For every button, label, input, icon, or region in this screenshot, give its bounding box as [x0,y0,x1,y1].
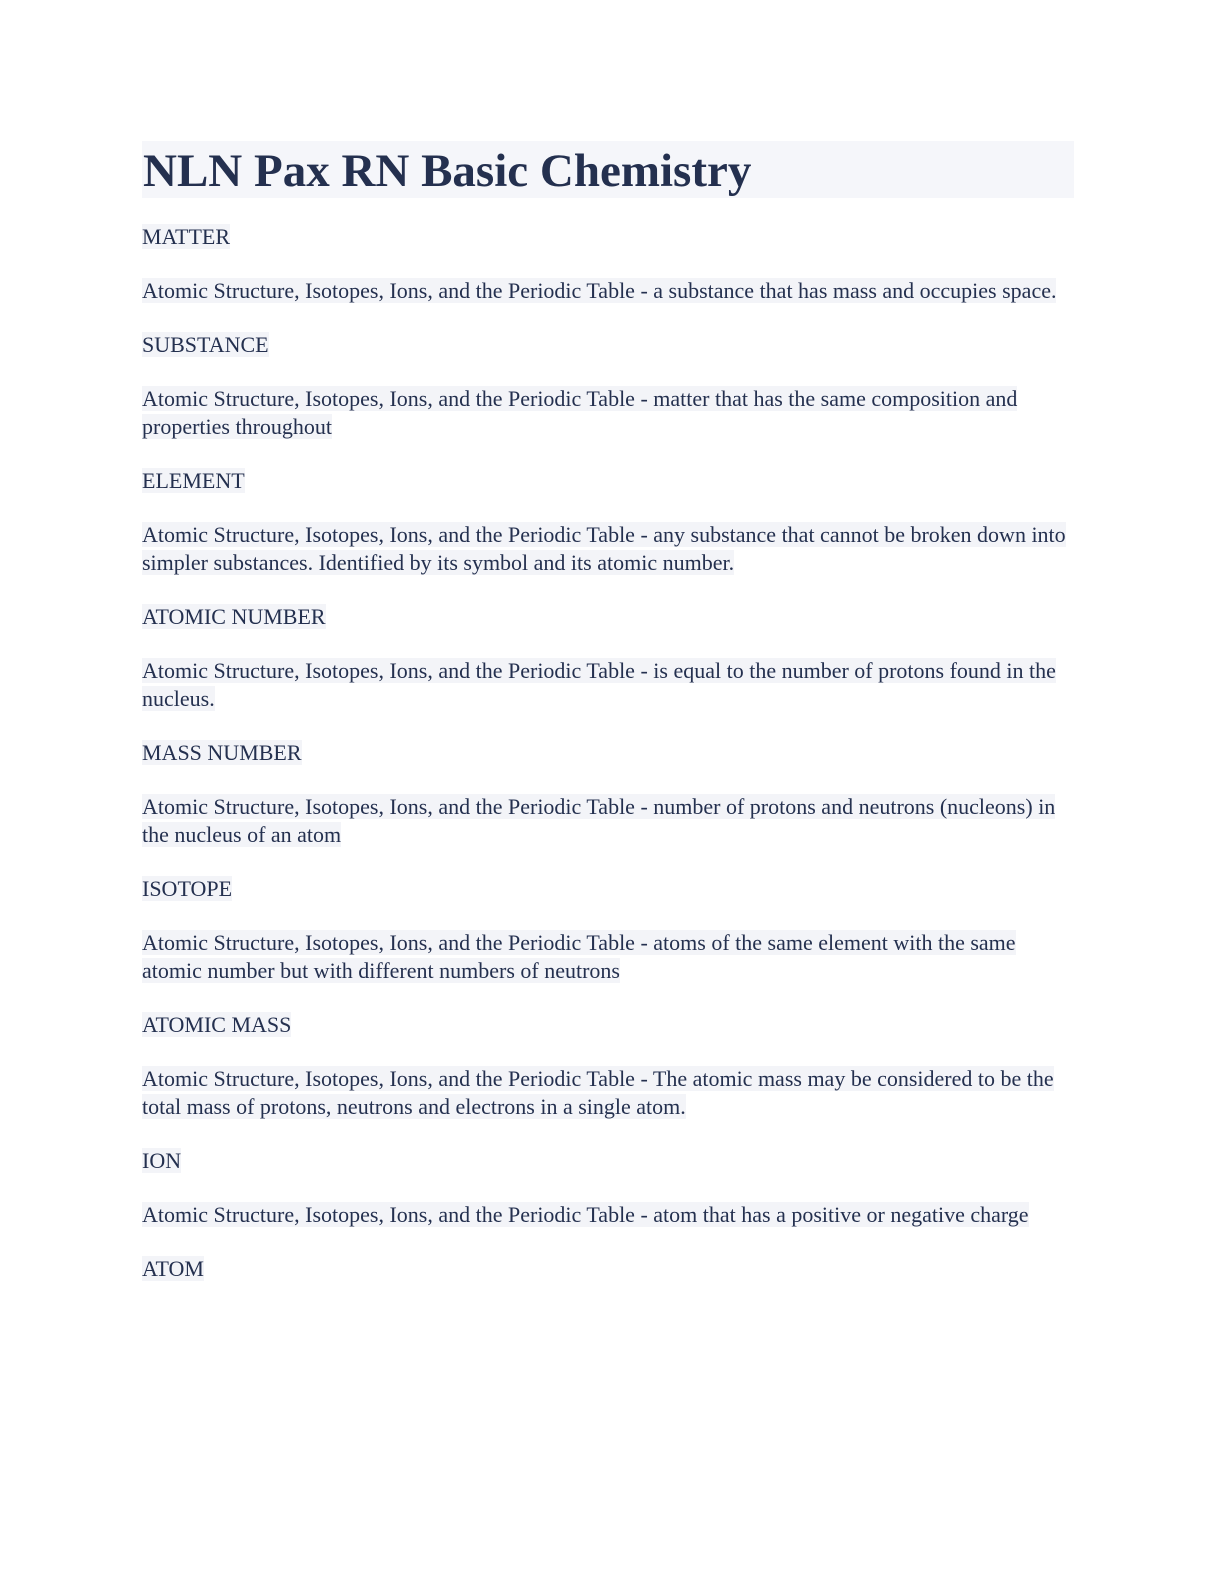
glossary-definition: Atomic Structure, Isotopes, Ions, and the Periodic Table - atom that has a positive or negative charge [142,1202,1029,1227]
glossary-entry [142,1011,1074,1121]
glossary-entry [142,331,1074,441]
glossary-definition: Atomic Structure, Isotopes, Ions, and the Periodic Table - matter that has the same composition and properties throughout [142,386,1018,439]
glossary-term: MASS NUMBER [142,740,302,765]
glossary-term: SUBSTANCE [142,332,269,357]
glossary-entry [142,875,1074,985]
glossary-definition: Atomic Structure, Isotopes, Ions, and the Periodic Table - The atomic mass may be considered to be the total mass of protons, neutrons and electrons in a single atom. [142,1066,1054,1119]
glossary-entry [142,1255,1074,1283]
glossary-term: ELEMENT [142,468,245,493]
glossary-list [142,223,1074,1283]
glossary-term: ATOMIC NUMBER [142,604,326,629]
title-block [142,141,1074,198]
glossary-definition: Atomic Structure, Isotopes, Ions, and the Periodic Table - number of protons and neutrons (nucleons) in the nucleus of an atom [142,794,1056,847]
page-title: NLN Pax RN Basic Chemistry [143,145,752,197]
glossary-term: ION [142,1148,182,1173]
glossary-entry [142,223,1074,305]
glossary-term: MATTER [142,224,230,249]
glossary-term: ATOMIC MASS [142,1012,292,1037]
glossary-definition: Atomic Structure, Isotopes, Ions, and the Periodic Table - a substance that has mass and occupies space. [142,278,1057,303]
glossary-term: ATOM [142,1256,204,1281]
glossary-definition: Atomic Structure, Isotopes, Ions, and the Periodic Table - any substance that cannot be broken down into simpler substances. Identified by its symbol and its atomic number. [142,522,1066,575]
glossary-entry [142,603,1074,713]
glossary-entry [142,467,1074,577]
glossary-term: ISOTOPE [142,876,233,901]
glossary-definition: Atomic Structure, Isotopes, Ions, and the Periodic Table - is equal to the number of protons found in the nucleus. [142,658,1056,711]
glossary-definition: Atomic Structure, Isotopes, Ions, and the Periodic Table - atoms of the same element with the same atomic number but with different numbers of neutrons [142,930,1016,983]
document-page [142,141,1074,1283]
glossary-entry [142,1147,1074,1229]
glossary-entry [142,739,1074,849]
